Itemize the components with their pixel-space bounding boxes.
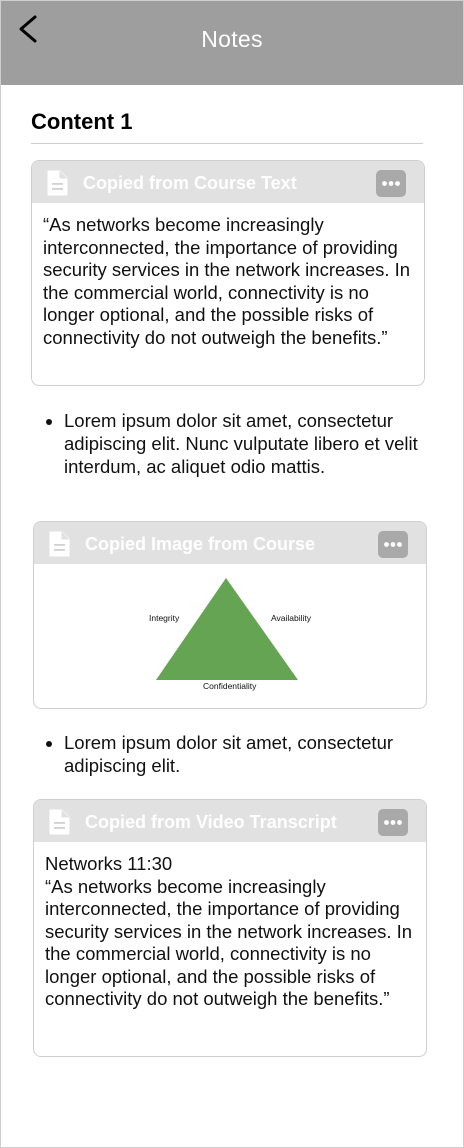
page-title: Notes: [201, 26, 263, 52]
document-icon: [46, 170, 68, 196]
note-card-video-transcript: [33, 799, 427, 1057]
card-header: [34, 522, 426, 564]
transcript-timestamp: Networks 11:30: [45, 853, 173, 874]
note-bullet-list: [31, 409, 434, 478]
more-horizontal-icon: [376, 170, 406, 197]
label-confidentiality: Confidentiality: [203, 681, 257, 691]
note-card-course-image: [33, 521, 427, 709]
document-icon: [48, 531, 70, 557]
section-title: Content 1: [31, 109, 133, 134]
more-options-button[interactable]: [378, 531, 408, 558]
more-horizontal-icon: [378, 809, 408, 836]
more-options-button[interactable]: [378, 809, 408, 836]
more-options-button[interactable]: [376, 170, 406, 197]
card-title: Copied Image from Course: [85, 534, 316, 554]
card-body-text: “As networks become increasingly interconnected, the importance of providing security services in the network increases. In the commercial world, connectivity is no longer optional, and the possible risks of connectivity do not outweigh the benefits.”: [43, 214, 411, 348]
list-item: • Lorem ipsum dolor sit amet, consectetur adipiscing elit.: [64, 731, 434, 777]
list-item: • Lorem ipsum dolor sit amet, consectetur adipiscing elit. Nunc vulputate libero et velit interdum, ac aliquet odio mattis.: [64, 409, 434, 478]
document-icon: [48, 809, 70, 835]
transcript-text: “As networks become increasingly interconnected, the importance of providing security services in the network increases. In the commercial world, connectivity is no longer optional, and the possible risks of connectivity do not outweigh the benefits.”: [45, 875, 413, 1009]
card-header: [34, 800, 426, 842]
note-bullet-list: [31, 731, 434, 777]
triangle-shape: [156, 578, 298, 680]
note-card-course-text: [31, 160, 425, 386]
app-header: [1, 1, 463, 85]
section-divider: [31, 143, 423, 144]
label-availability: Availability: [271, 613, 312, 623]
label-integrity: Integrity: [149, 613, 180, 623]
card-header: [32, 161, 424, 203]
card-body: [34, 842, 426, 1021]
card-title: Copied from Course Text: [83, 173, 297, 193]
card-title: Copied from Video Transcript: [85, 812, 337, 832]
copied-image: [34, 564, 426, 706]
more-horizontal-icon: [378, 531, 408, 558]
